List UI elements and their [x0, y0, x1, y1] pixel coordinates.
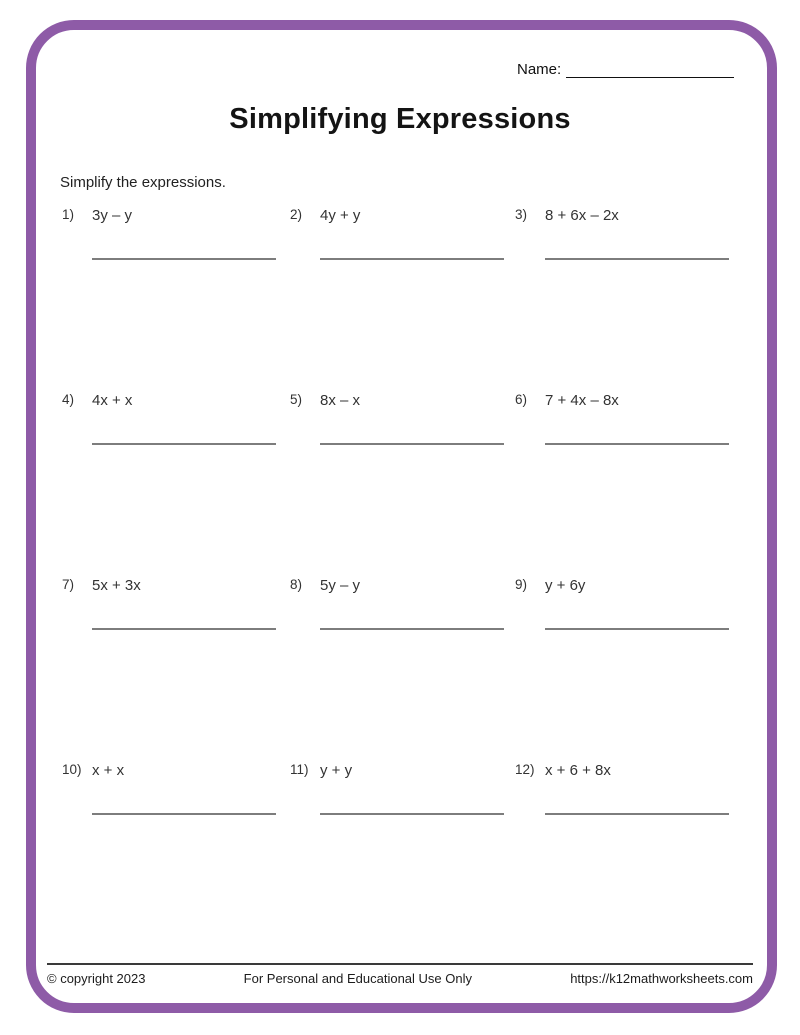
problem-expression: x + x	[92, 762, 125, 779]
website-link[interactable]: https://k12mathworksheets.com	[570, 971, 753, 986]
problem-expression: 5y – y	[320, 577, 361, 594]
name-field-row	[517, 60, 734, 78]
instruction-text: Simplify the expressions.	[60, 174, 226, 191]
problem-expression: 5x + 3x	[92, 577, 141, 594]
answer-line	[92, 258, 276, 260]
problem-11	[290, 758, 515, 943]
problem-number: 2)	[290, 207, 303, 222]
problem-5	[290, 388, 515, 573]
problem-10	[62, 758, 290, 943]
answer-line	[92, 813, 276, 815]
answer-line	[545, 443, 729, 445]
answer-line	[92, 443, 276, 445]
problem-number: 1)	[62, 207, 75, 222]
usage-text: For Personal and Educational Use Only	[243, 971, 473, 986]
answer-line	[92, 628, 276, 630]
problem-expression: 8x – x	[320, 392, 361, 409]
problem-number: 11)	[290, 762, 309, 777]
problem-number: 4)	[62, 392, 75, 407]
footer	[47, 971, 753, 986]
problem-expression: 7 + 4x – 8x	[545, 392, 619, 409]
answer-line	[545, 258, 729, 260]
problem-number: 3)	[515, 207, 528, 222]
problem-number: 6)	[515, 392, 528, 407]
name-label: Name:	[517, 61, 562, 78]
problem-1	[62, 203, 290, 388]
problem-number: 12)	[515, 762, 535, 777]
answer-line	[545, 628, 729, 630]
answer-line	[545, 813, 729, 815]
problem-3	[515, 203, 732, 388]
problem-expression: 4y + y	[320, 207, 361, 224]
problem-8	[290, 573, 515, 758]
problem-7	[62, 573, 290, 758]
answer-line	[320, 443, 504, 445]
problem-number: 10)	[62, 762, 82, 777]
problem-4	[62, 388, 290, 573]
problem-12	[515, 758, 732, 943]
problem-2	[290, 203, 515, 388]
name-blank-line	[566, 60, 734, 78]
answer-line	[320, 628, 504, 630]
problem-number: 8)	[290, 577, 303, 592]
problem-number: 7)	[62, 577, 75, 592]
answer-line	[320, 813, 504, 815]
problem-number: 5)	[290, 392, 303, 407]
problem-expression: x + 6 + 8x	[545, 762, 611, 779]
answer-line	[320, 258, 504, 260]
problem-number: 9)	[515, 577, 528, 592]
page-title: Simplifying Expressions	[229, 103, 571, 135]
problem-expression: 8 + 6x – 2x	[545, 207, 619, 224]
problem-expression: y + y	[320, 762, 353, 779]
copyright-text: © copyright 2023	[47, 971, 146, 986]
problem-6	[515, 388, 732, 573]
problem-9	[515, 573, 732, 758]
problem-expression: 3y – y	[92, 207, 133, 224]
problem-expression: y + 6y	[545, 577, 586, 594]
problems-grid	[62, 203, 732, 943]
footer-divider	[47, 963, 753, 965]
problem-expression: 4x + x	[92, 392, 133, 409]
